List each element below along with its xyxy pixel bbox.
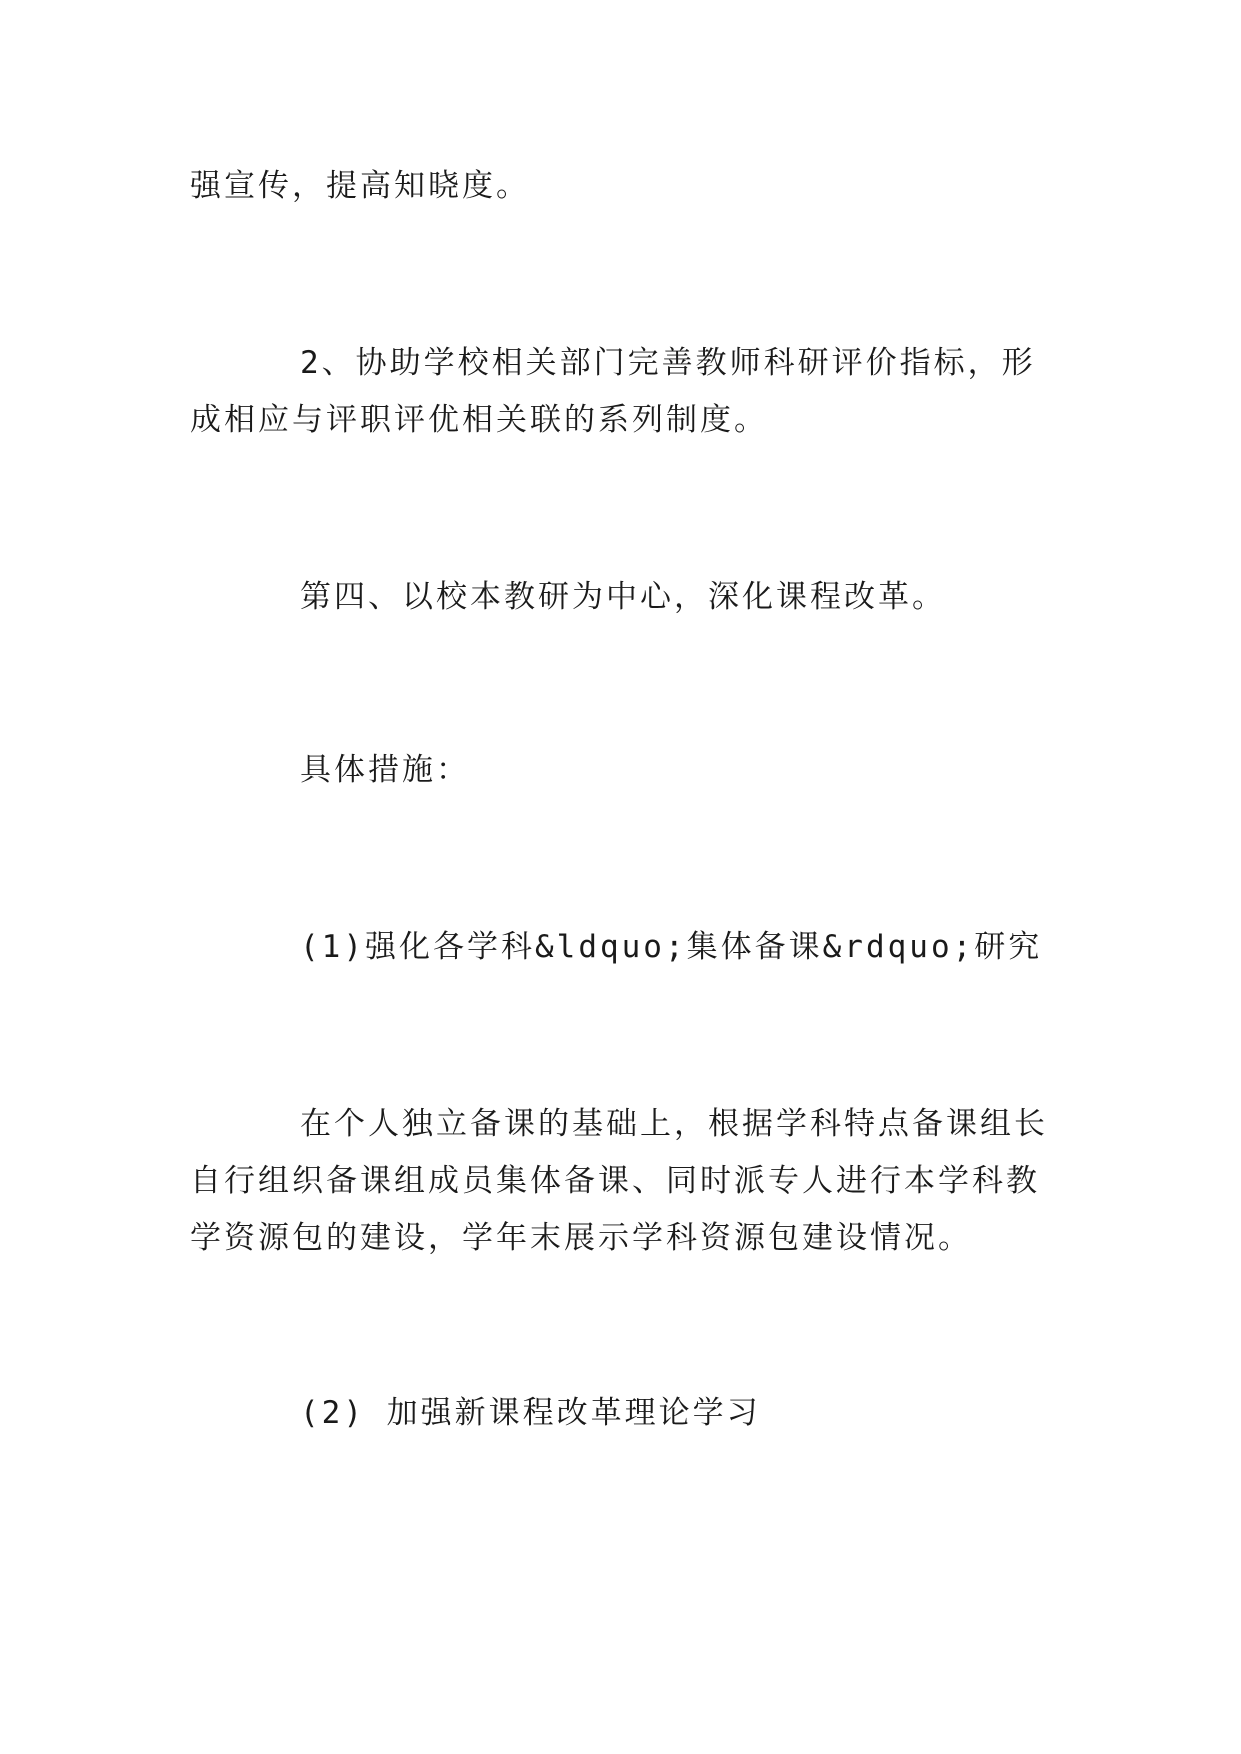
paragraph-item-2: 2、协助学校相关部门完善教师科研评价指标，形成相应与评职评优相关联的系列制度。 [190, 345, 1036, 438]
subheading-1: (1)强化各学科&ldquo;集体备课&rdquo;研究 [300, 929, 1043, 965]
section-heading-fourth: 第四、以校本教研为中心，深化课程改革。 [300, 579, 946, 615]
paragraph-body: 在个人独立备课的基础上，根据学科特点备课组长自行组织备课组成员集体备课、同时派专人进行本学科教学资源包的建设，学年末展示学科资源包建设情况。 [190, 1106, 1048, 1256]
measures-label: 具体措施： [300, 752, 470, 788]
subheading-2: (2) 加强新课程改革理论学习 [300, 1395, 761, 1431]
paragraph-continuation: 强宣传，提高知晓度。 [190, 168, 530, 204]
